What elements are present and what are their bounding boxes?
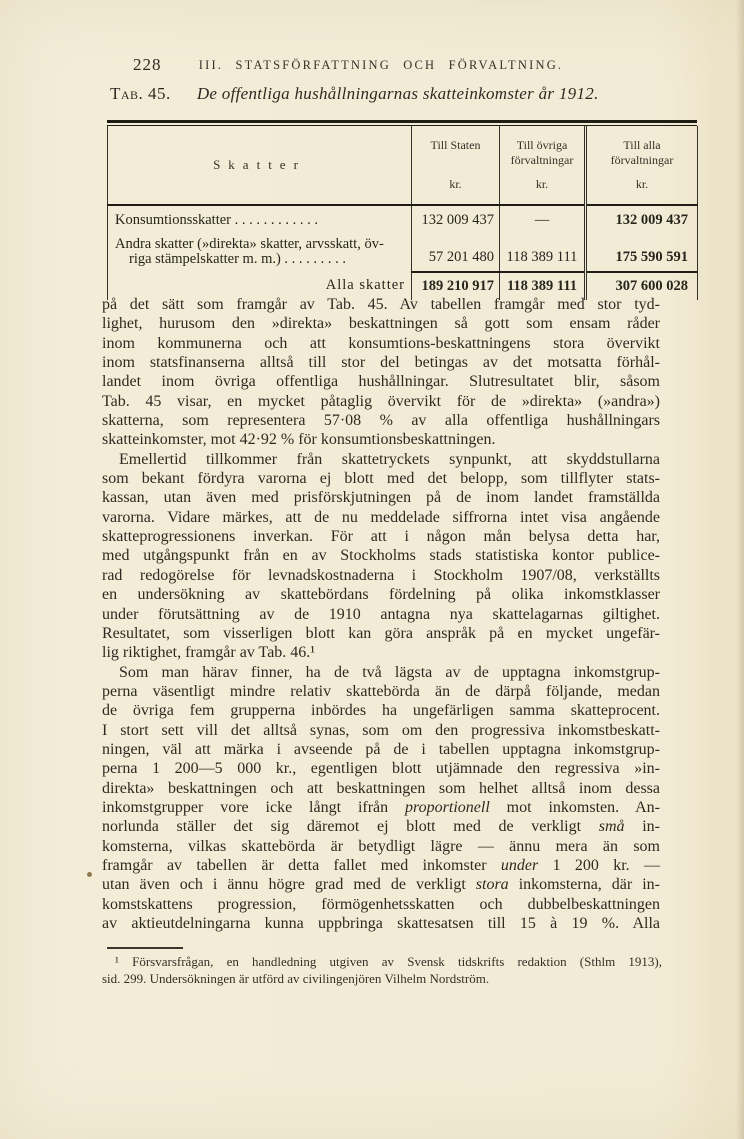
value-ovriga: — <box>500 205 586 235</box>
col-header-skatter: Skatter <box>108 126 412 205</box>
text-line: skatteprogressionens inverkan. För att i någon mån belysa detta har, <box>102 528 660 546</box>
text-line: lig riktighet, framgår av Tab. 46.¹ <box>102 644 316 662</box>
text-line: på det sätt som framgår av Tab. 45. Av tabellen framgår med stor tyd- <box>102 296 660 313</box>
value-alla: 132 009 437 <box>586 205 698 235</box>
row-label-line1: Andra skatter (»direkta» skatter, arvsskatt, öv- <box>115 235 384 252</box>
text-line: Resultatet, som visserligen blott kan göra anspråk på en mycket ungefär- <box>102 624 660 642</box>
text-line: skatteinkomster, mot 42·92 % för konsumtionsbeskattningen. <box>102 431 496 449</box>
col-header-till-staten <box>412 126 500 205</box>
paragraph-1 <box>102 295 660 450</box>
text-line: en undersökning av skattebördans fördelning på olika inkomstklasser <box>102 586 660 604</box>
text-line: som bekant fördyra varorna ej blott med det belopp, som tillflyter stats- <box>102 470 660 488</box>
text-line: sid. 299. Undersökningen är utförd av civilingenjören Vilhelm Nordström. <box>102 970 490 986</box>
col-header-line <box>412 153 499 168</box>
col-header-line: förvaltningar <box>510 152 574 167</box>
text-line: med utgångspunkt från en av Stockholms stads statistiska kontor publice- <box>102 547 660 565</box>
text-line: direkta» beskattningen och att beskattningen som helhet alltså inom dessa <box>102 779 660 797</box>
value-alla: 307 600 028 <box>586 272 698 300</box>
table-caption-title: De offentliga hushållningarnas skatteinkomster år 1912. <box>196 84 599 103</box>
ink-speck <box>87 872 92 877</box>
col-header-line: Till alla <box>623 137 661 152</box>
paragraph-3 <box>102 663 660 934</box>
text-line: perna 1 200—5 000 kr., egentligen blott utjämnade den regressiva »in- <box>102 760 660 778</box>
text-line: Emellertid tillkommer från skattetryckets synpunkt, att skyddstullarna <box>119 450 660 468</box>
text-line: de övriga fem grupperna inbördes ha ungefärligen samma skatteprocent. <box>102 702 660 720</box>
text-line: kassan, utan även med prisförskjutningen på de inom landet framställda <box>102 489 660 507</box>
row-label <box>108 235 412 272</box>
row-label: Alla skatter <box>108 272 412 300</box>
footnote-rule <box>107 947 183 949</box>
value-staten: 189 210 917 <box>412 272 500 300</box>
page-number: 228 <box>133 55 162 74</box>
text-line: av aktieutdelningarna kunna uppbringa skattesatsen till 15 à 19 %. Alla <box>102 915 660 932</box>
text-line: inom kommunerna och att konsumtions-beskattningens stora övervikt <box>102 334 660 352</box>
table-header-row <box>108 126 698 205</box>
text-line: komstskattens progression, förmögenhetsskatten och dubbelbeskattningen <box>102 895 660 913</box>
text-line: skatterna, som representera 57·08 % av alla offentliga hushållningars <box>102 412 660 430</box>
col-header-line: förvaltningar <box>610 152 674 167</box>
table-row-konsumtionsskatter <box>108 205 698 235</box>
value-ovriga: 118 389 111 <box>500 272 586 300</box>
text-line: I stort sett vill det alltså synas, som om den progressiva inkomstbeskatt- <box>102 721 660 739</box>
col-header-till-ovriga <box>500 126 586 205</box>
col-header-till-alla <box>586 126 698 205</box>
text-line: Tab. 45 visar, en mycket påtaglig övervikt för de »direkta» (»andra») <box>102 392 660 410</box>
col-header-line: Till Staten <box>430 137 481 152</box>
running-head: III. STATSFÖRFATTNING OCH FÖRVALTNING. <box>198 58 564 72</box>
text-line: ningen, väl att märka i avseende på de i tabellen upptagna inkomstgrup- <box>102 740 660 758</box>
text-line: landet inom övriga offentliga hushållningar. Slutresultatet blir, såsom <box>102 373 660 391</box>
row-label-line2: riga stämpelskatter m. m.) . . . . . . . . . <box>129 250 347 267</box>
text-line: ¹ Försvarsfrågan, en handledning utgiven av Svensk tidskrifts redaktion (Sthlm 1913), <box>115 954 662 969</box>
text-line: komsterna, vilkas skattebörda är betydligt lägre — ännu mera än som <box>102 837 660 855</box>
col-header-line: Till övriga <box>516 137 568 152</box>
row-label: Konsumtionsskatter . . . . . . . . . . . . <box>108 205 412 235</box>
value-alla: 175 590 591 <box>586 235 698 272</box>
text-line: norlunda ställer det sig däremot ej blott med de verkligt små in- <box>102 818 661 836</box>
footnote <box>102 954 662 987</box>
col-header-unit: kr. <box>535 176 549 191</box>
body-text <box>102 295 660 933</box>
text-line: inkomstgrupper vore icke långt ifrån proportionell mot inkomsten. An- <box>102 798 660 816</box>
table-row-andra-skatter <box>108 235 698 272</box>
table-top-rule <box>107 120 697 123</box>
tax-income-table <box>107 126 698 300</box>
statistics-table <box>107 120 697 300</box>
text-line: lighet, hurusom den »direkta» beskattningen så gott som ensam råder <box>102 315 660 333</box>
col-header-unit: kr. <box>449 176 462 191</box>
text-line: rad redogörelse för levnadskostnaderna i Stockholm 1907/08, verkställts <box>102 566 660 584</box>
text-line: under förutsättning av de 1910 antagna nya skattelagarnas giltighet. <box>102 605 660 623</box>
col-header-unit: kr. <box>635 176 649 191</box>
page-edge-shadow <box>736 0 744 1139</box>
text-line: perna väsentligt mindre relativ skattebörda än de därpå följande, medan <box>102 682 660 700</box>
value-staten: 132 009 437 <box>412 205 500 235</box>
value-ovriga: 118 389 111 <box>500 235 586 272</box>
table-caption <box>110 84 660 104</box>
text-line: framgår av tabellen är detta fallet med inkomster under 1 200 kr. — <box>102 856 660 874</box>
text-line: varorna. Vidare märkes, att de nu meddelade siffrorna intet visa angående <box>102 508 660 526</box>
text-line: inom statsfinanserna alltså till stor del betingas av det motsatta förhål- <box>102 354 660 372</box>
text-line: utan även och i ännu högre grad med de verkligt stora inkomsterna, där in- <box>102 876 661 894</box>
table-caption-number: Tab. 45. <box>110 84 171 103</box>
paragraph-2 <box>102 450 660 663</box>
value-staten: 57 201 480 <box>412 235 500 272</box>
text-line: Som man härav finner, ha de två lägsta av de upptagna inkomstgrup- <box>119 663 660 681</box>
